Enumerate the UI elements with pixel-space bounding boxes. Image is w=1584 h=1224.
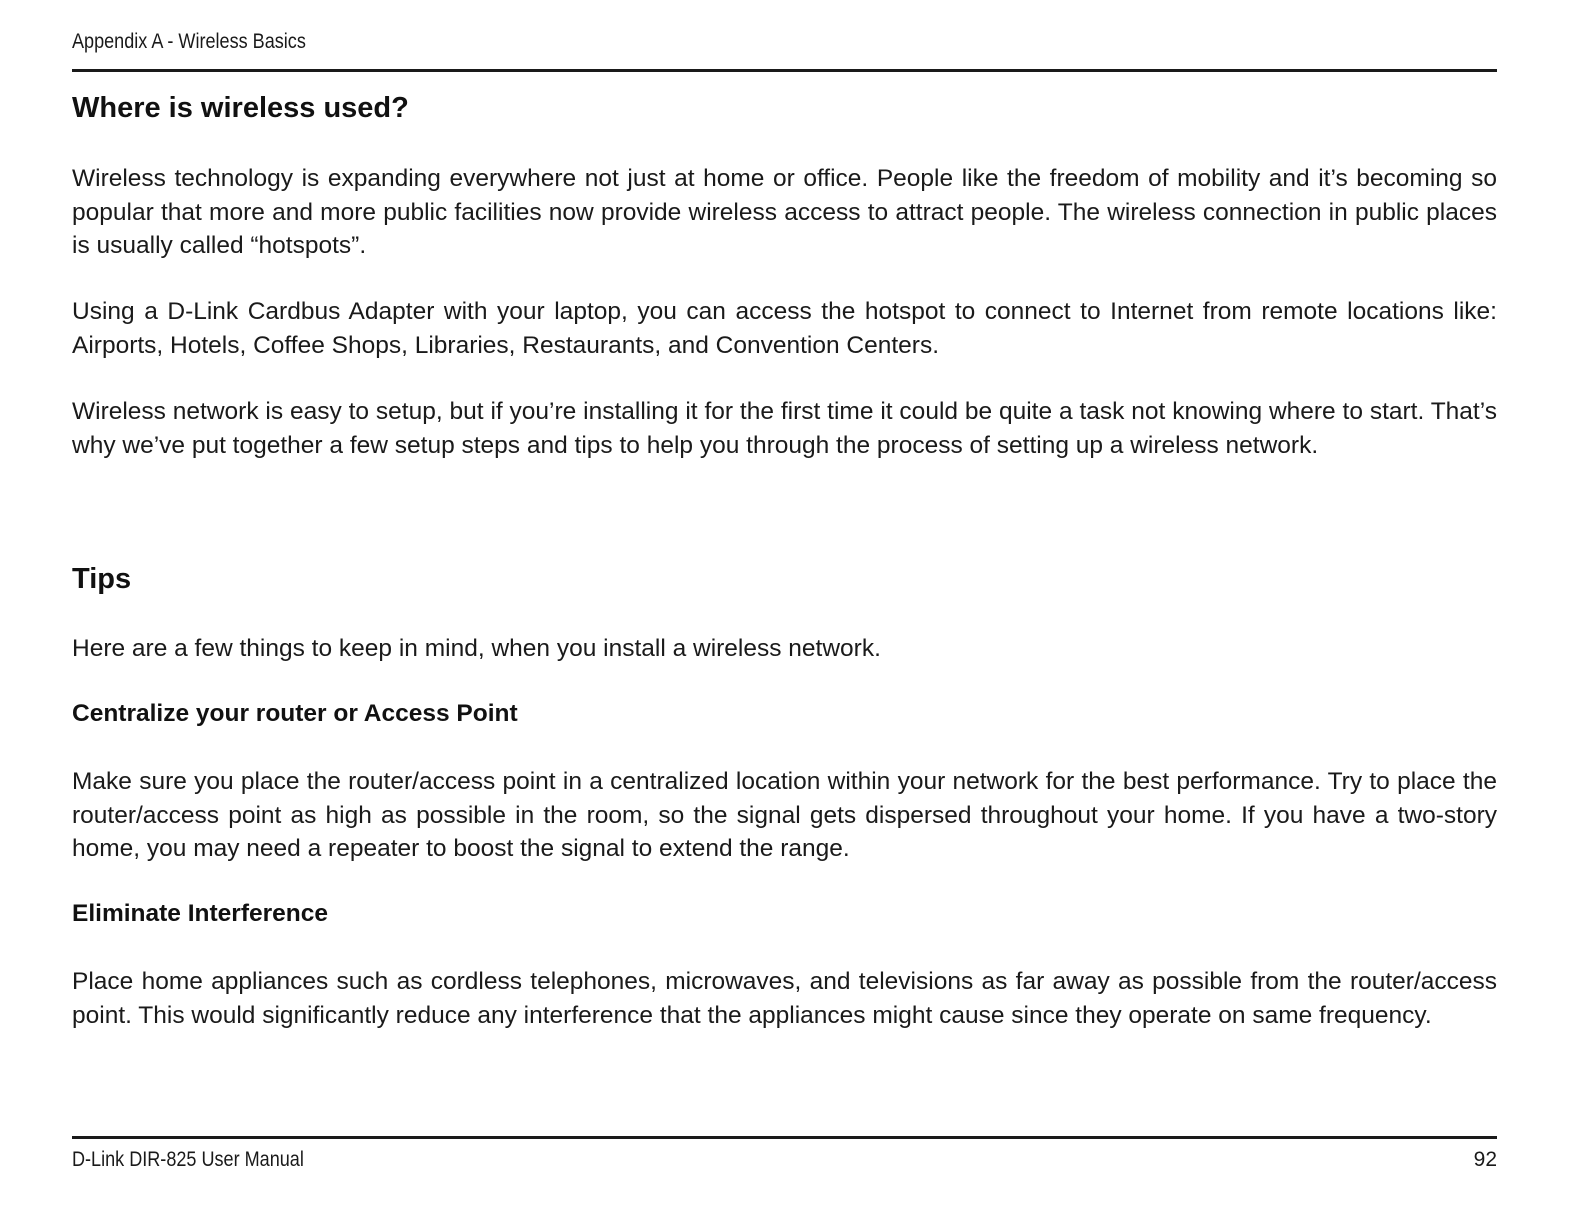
tip-body-interference: Place home appliances such as cordless telephones, microwaves, and televisions as far away as possible from the router/access point. This would significantly reduce any interference that the appliances might cause since they operate on same frequency. xyxy=(72,968,1497,1029)
paragraph-where-used-3: Wireless network is easy to setup, but if you’re installing it for the first time it could be quite a task not knowing where to start. That’s why we’ve put together a few setup steps and tips to help you through the process of setting up a wireless network. xyxy=(72,398,1497,459)
tips-intro: Here are a few things to keep in mind, when you install a wireless network. xyxy=(72,635,881,662)
header-rule xyxy=(72,69,1497,72)
section-title-where-used: Where is wireless used? xyxy=(72,92,409,124)
tip-heading-centralize: Centralize your router or Access Point xyxy=(72,700,518,727)
footer-page-number: 92 xyxy=(1473,1148,1497,1171)
tip-body-centralize: Make sure you place the router/access point in a centralized location within your network for the best performance. Try to place the router/access point as high as possible in the room, so the signal gets dispersed throughout your home. If you have a two-story home, you may need a repeater to boost the signal to extend the range. xyxy=(72,768,1497,862)
manual-page xyxy=(72,0,1497,1224)
running-head: Appendix A - Wireless Basics xyxy=(72,30,306,53)
tip-heading-interference: Eliminate Interference xyxy=(72,900,328,927)
paragraph-where-used-2: Using a D-Link Cardbus Adapter with your laptop, you can access the hotspot to connect to Internet from remote locations like: Airports, Hotels, Coffee Shops, Libraries, Restaurants, and Convention Centers. xyxy=(72,298,1497,359)
section-title-tips: Tips xyxy=(72,563,132,595)
footer-manual-title: D-Link DIR-825 User Manual xyxy=(72,1148,304,1171)
paragraph-where-used-1: Wireless technology is expanding everywhere not just at home or office. People like the freedom of mobility and it’s becoming so popular that more and more public facilities now provide wireless access to attract people. The wireless connection in public places is usually called “hotspots”. xyxy=(72,165,1497,259)
footer-rule xyxy=(72,1136,1497,1139)
